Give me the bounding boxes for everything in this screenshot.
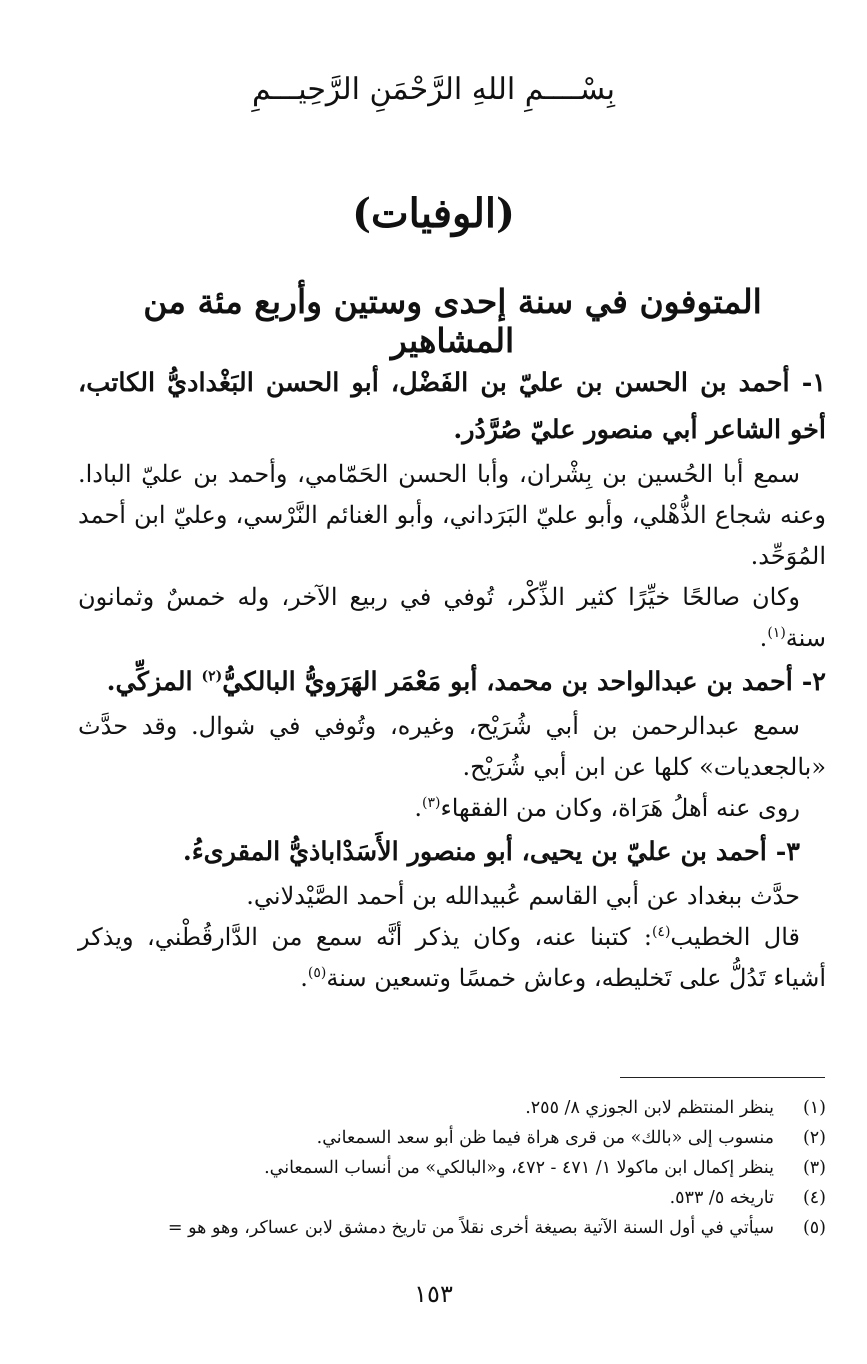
footnote-text: ينظر إكمال ابن ماكولا ١/ ٤٧١ - ٤٧٢، و«البالكي» من أنساب السمعاني. [264,1158,774,1178]
footnote-number: (١) [802,1098,826,1118]
entry-2-paragraph-2-text: روى عنه أهلُ هَرَاة، وكان من الفقهاء [440,794,800,822]
footnote-number: (٢) [802,1128,826,1148]
entry-2-paragraph-2: روى عنه أهلُ هَرَاة، وكان من الفقهاء$^{(٣)}$. [414,794,800,822]
main-text [78,360,826,999]
section-title: (الوفيات) [352,190,515,237]
footnote-divider [620,1077,825,1078]
footnote-2 [80,1123,826,1153]
entry-2-heading-end: المزكِّي. [106,667,202,697]
entry-3-paragraph-2-rest: : كتبنا عنه، وكان يذكر أنَّه سمع من الدَّارقُطْني، ويذكر أشياء تَدُلُّ على تَخليطه، وعاش خمسًا وتسعين سنة [78,923,826,992]
footnote-4 [80,1183,826,1213]
entry-1-paragraph-2-text: وكان صالحًا خيِّرًا كثير الذِّكْر، تُوفي في ربيع الآخر، وله خمسٌ وثمانون سنة [78,583,826,652]
footnote-ref-1[interactable]: (١) [767,625,786,641]
footnote-text: منسوب إلى «بالك» من قرى هراة فيما ظن أبو سعد السمعاني. [316,1128,774,1148]
footnote-3 [80,1153,826,1183]
footnote-text: سيأتي في أول السنة الآتية بصيغة أخرى نقلاً من تاريخ دمشق لابن عساكر، وهو هو = [167,1218,774,1238]
entry-3-heading: ٣- أحمد بن عليّ بن يحيى، أبو منصور الأَسَدْاباذيُّ المقرىءُ. [182,837,800,867]
footnote-text: تاريخه ٥/ ٥٣٣. [669,1188,774,1208]
basmala: بِسْــــمِ اللهِ الرَّحْمَنِ الرَّحِيـــمِ [251,72,616,107]
footnote-5 [80,1213,826,1243]
page-number: ١٥٣ [414,1280,453,1308]
entry-1-heading: ١- أحمد بن الحسن بن عليّ بن الفَضْل، أبو الحسن البَغْداديُّ الكاتب، أخو الشاعر أبي منصور عليّ صُرَّدُر. [78,368,826,445]
entry-2-heading-text: ٢- أحمد بن عبدالواحد بن محمد، أبو مَعْمَر الهَرَويُّ البالكيُّ [222,667,826,697]
entry-1-paragraph-2: وكان صالحًا خيِّرًا كثير الذِّكْر، تُوفي في ربيع الآخر، وله خمسٌ وثمانون سنة$^{(١)}$. [78,583,826,652]
footnote-ref-5[interactable]: (٥) [307,965,327,981]
sub-title: المتوفون في سنة إحدى وستين وأربع مئة من المشاهير [143,282,762,360]
footnote-ref-2[interactable]: (٢) [201,668,223,685]
footnote-number: (٥) [802,1218,826,1238]
footnotes [80,1093,826,1243]
entry-2-heading [78,659,826,706]
footnote-1 [80,1093,826,1123]
entry-3-paragraph-2: قال الخطيب$^{(٤)}$: كتبنا عنه، وكان يذكر أنَّه سمع من الدَّارقُطْني، ويذكر أشياء تَدُلُّ على تَخليطه، وعاش خمسًا وتسعين سنة$^{(٥)}$. [78,923,826,992]
entry-2-paragraph-1: سمع عبدالرحمن بن أبي شُرَيْح، وغيره، وتُوفي في شوال. وقد حدَّث «بالجعديات» كلها عن ابن أبي شُرَيْح. [78,712,826,781]
footnote-number: (٣) [802,1158,826,1178]
footnote-ref-4[interactable]: (٤) [651,924,671,940]
entry-3-paragraph-2-text: قال الخطيب [670,923,801,951]
footnote-text: ينظر المنتظم لابن الجوزي ٨/ ٢٥٥. [525,1098,774,1118]
footnote-ref-3[interactable]: (٣) [421,795,441,811]
footnote-number: (٤) [802,1188,826,1208]
entry-1-paragraph-1: سمع أبا الحُسين بن بِشْران، وأبا الحسن الحَمّامي، وأحمد بن عليّ البادا. وعنه شجاع الذُّهْلي، وأبو عليّ البَرَداني، وأبو الغنائم النَّرْسي، وعليّ ابن أحمد المُوَحِّد. [78,460,826,570]
entry-3-paragraph-1: حدَّث ببغداد عن أبي القاسم عُبيدالله بن أحمد الصَّيْدلاني. [246,882,800,910]
